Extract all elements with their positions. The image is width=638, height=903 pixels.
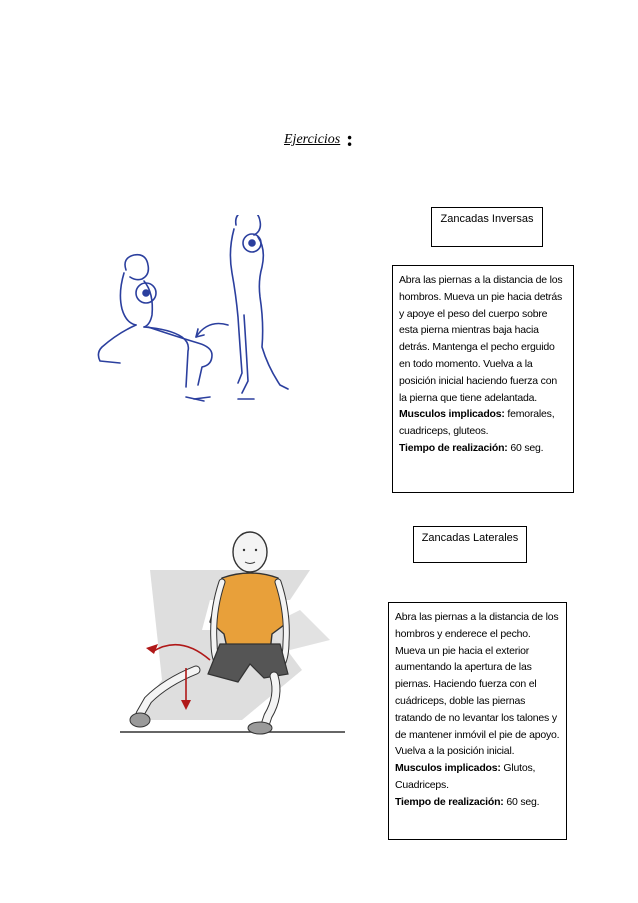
exercise-description-box [392, 265, 574, 493]
side-lunge-figure-icon [110, 520, 350, 750]
page-title: Ejercicios [284, 132, 341, 147]
time-label: Tiempo de realización: [395, 795, 504, 808]
muscles-label: Musculos implicados: [399, 408, 505, 421]
time-value: 60 seg. [510, 441, 544, 454]
muscles-label: Musculos implicados: [395, 762, 501, 775]
exercise-title: Zancadas Inversas [440, 213, 534, 225]
time-label: Tiempo de realización: [399, 441, 508, 454]
exercise-title: Zancadas Laterales [421, 532, 519, 544]
muscles-value: Glutos, Cuadriceps. [395, 762, 536, 791]
exercise-description-box [388, 602, 567, 840]
exercise-title-box [413, 526, 527, 563]
exercise-title-box [431, 207, 543, 247]
time-value: 60 seg. [506, 795, 540, 808]
exercise-description: Abra las piernas a la distancia de los hombros y enderece el pecho. Mueva un pie hacia el exterior aumentando la apertura de las piernas. Haciendo fuerza con el cuádriceps, doble las piernas tratando de no levantar los talones y de mantener inmóvil el pie de apoyo. Vuelva a la posición inicial. [395, 611, 560, 758]
title-colon: : [346, 126, 354, 151]
exercise-description: Abra las piernas a la distancia de los hombros. Mueva un pie hacia detrás y apoye el peso del cuerpo sobre esta pierna mientras baja hacia detrás. Mantenga el pecho erguido en todo momento. Vuelva a la posición inicial haciendo fuerza con la pierna que tiene adelantada. [399, 274, 563, 404]
reverse-lunge-figure-icon [88, 215, 338, 415]
muscles-value: femorales, cuadriceps, gluteos. [399, 408, 555, 438]
